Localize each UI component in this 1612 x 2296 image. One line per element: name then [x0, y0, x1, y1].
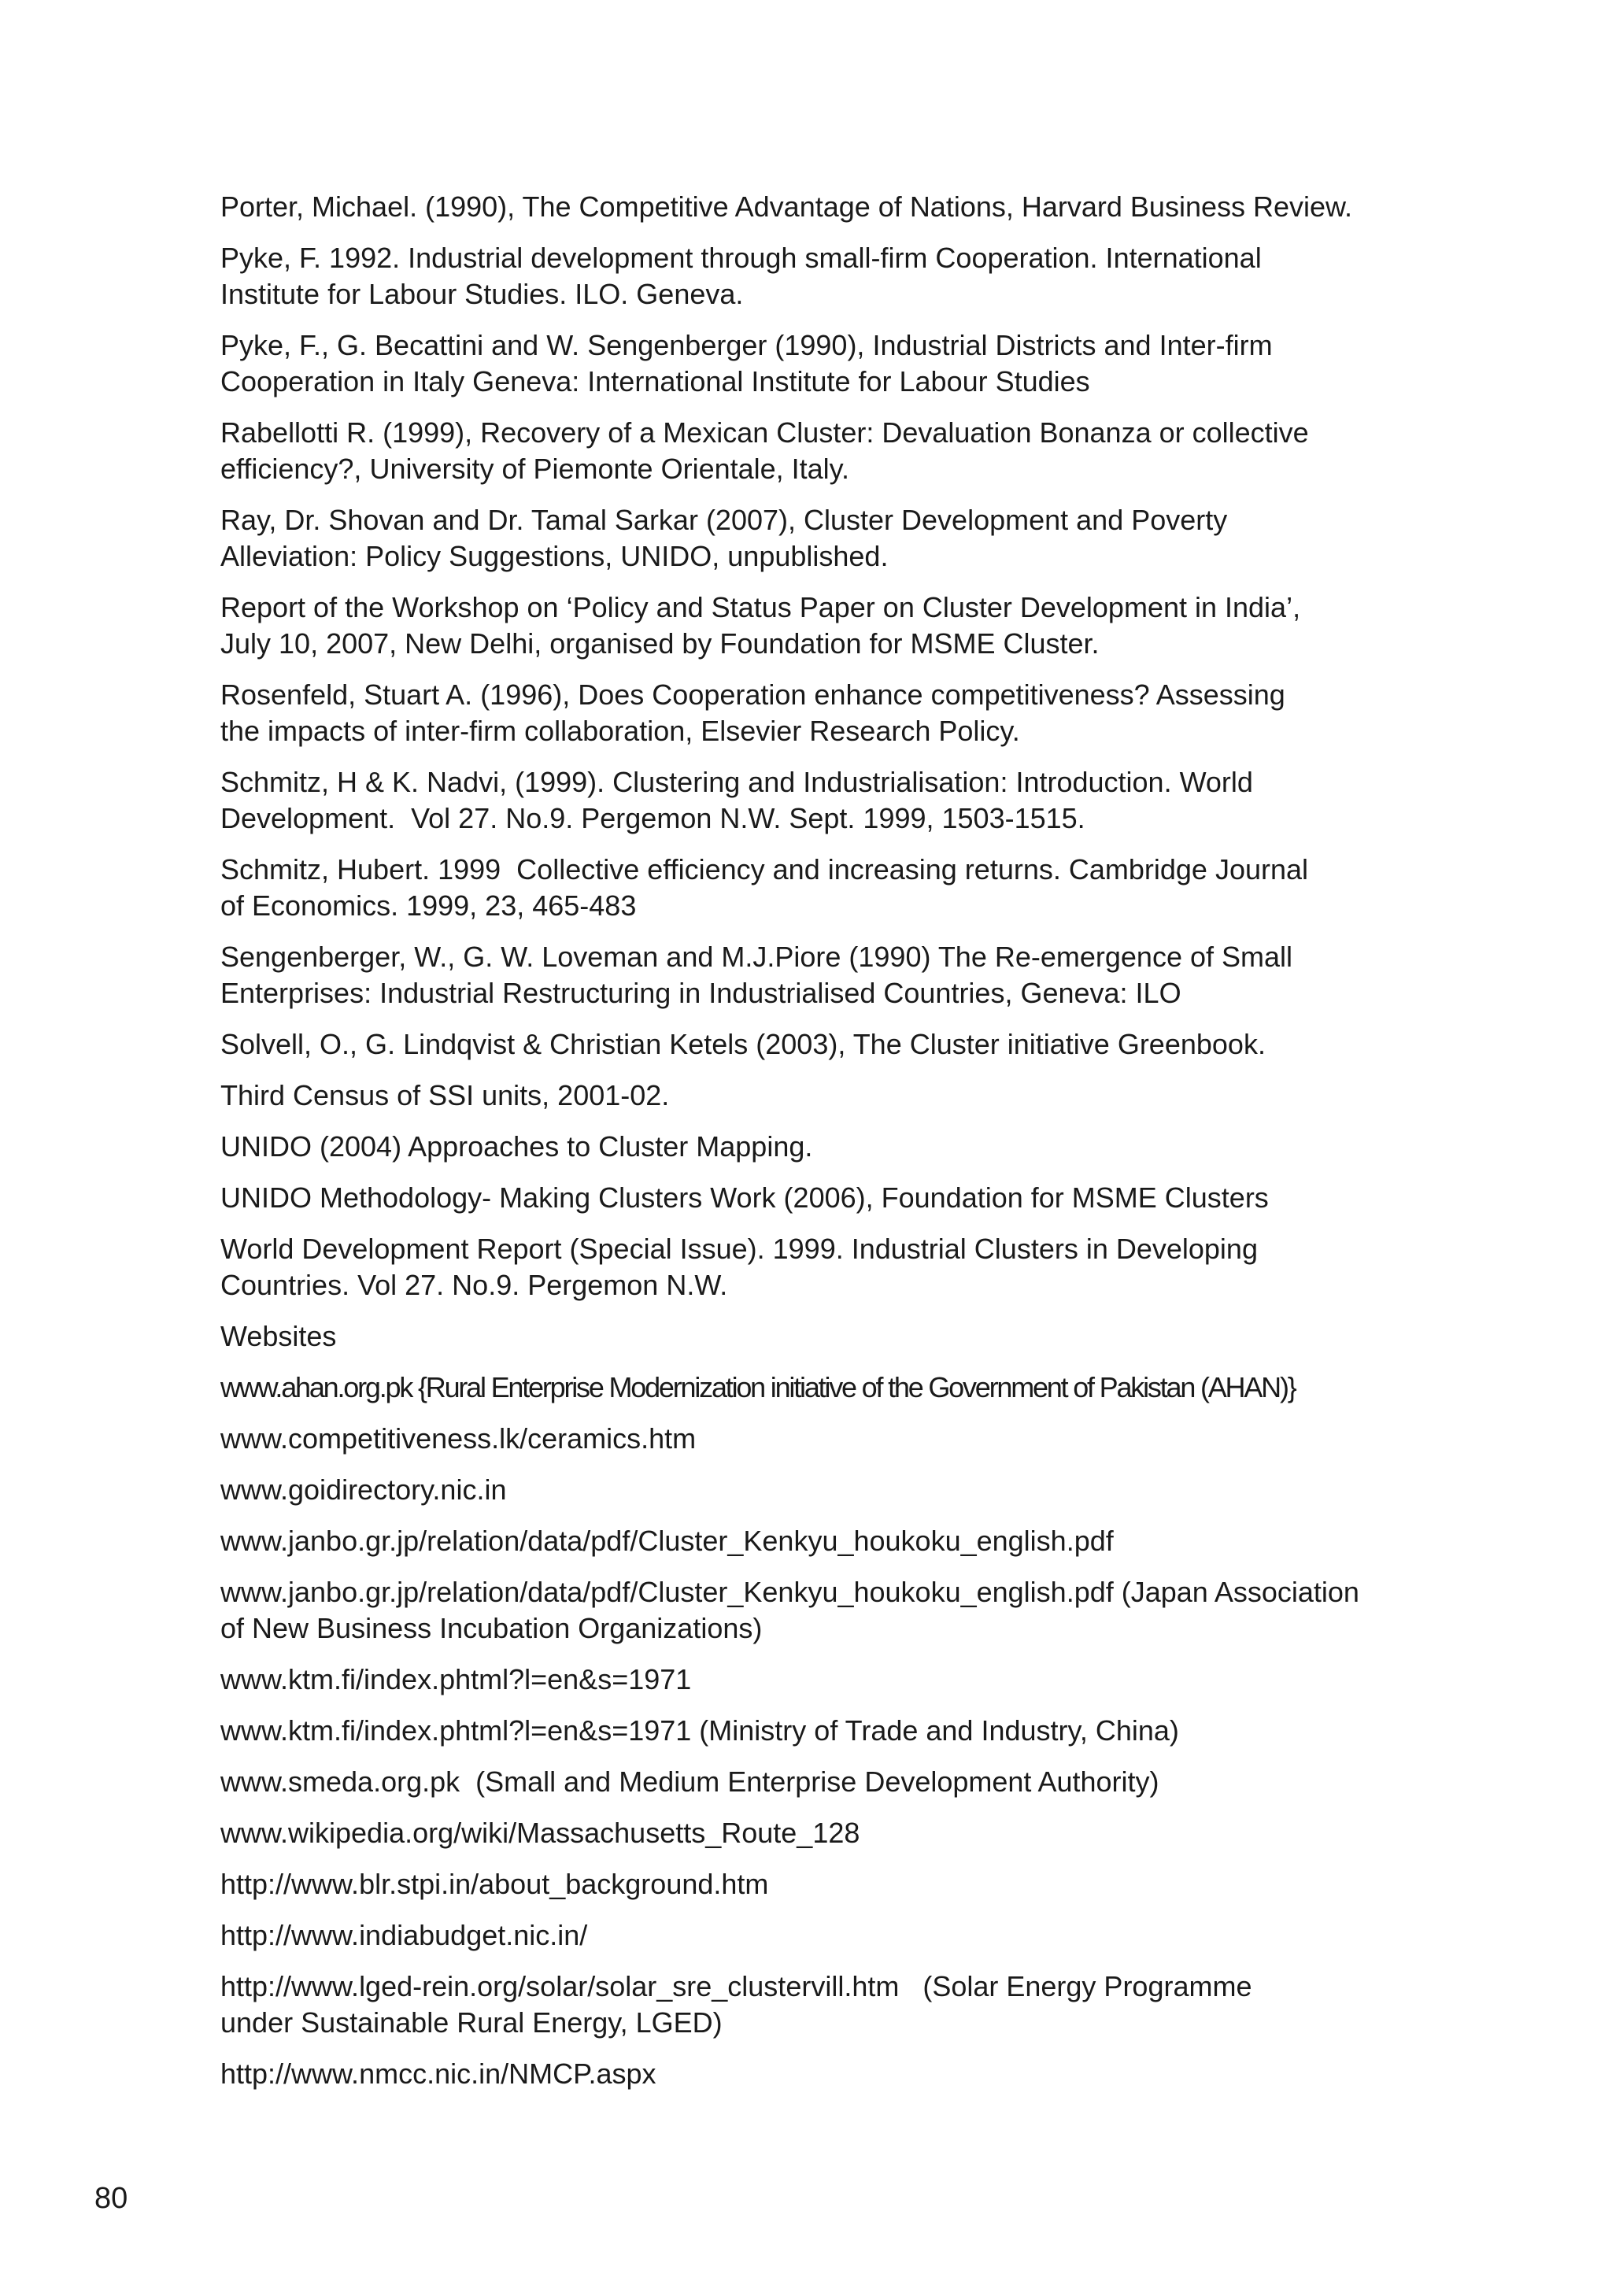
website-entry: http://www.indiabudget.nic.in/: [220, 1919, 588, 1951]
websites-heading: Websites: [220, 1320, 337, 1352]
website-entry: www.wikipedia.org/wiki/Massachusetts_Route_128: [220, 1817, 860, 1849]
website-entry: www.smeda.org.pk (Small and Medium Enterprise Development Authority): [220, 1765, 1159, 1798]
reference-entry: Pyke, F., G. Becattini and W. Sengenberger (1990), Industrial Districts and Inter-firm Cooperation in Italy Geneva: International Institute for Labour Studies: [220, 329, 1273, 397]
website-entry: http://www.blr.stpi.in/about_background.htm: [220, 1868, 769, 1900]
reference-entry: Schmitz, Hubert. 1999 Collective efficiency and increasing returns. Cambridge Journal of Economics. 1999, 23, 465-483: [220, 853, 1309, 922]
page-number: 80: [94, 2182, 128, 2215]
reference-entry: Report of the Workshop on ‘Policy and Status Paper on Cluster Development in India’, July 10, 2007, New Delhi, organised by Foundation for MSME Cluster.: [220, 591, 1301, 660]
website-entry: www.goidirectory.nic.in: [220, 1473, 507, 1506]
website-entry: http://www.nmcc.nic.in/NMCP.aspx: [220, 2058, 656, 2090]
reference-entry: Rabellotti R. (1999), Recovery of a Mexican Cluster: Devaluation Bonanza or collective efficiency?, University of Piemonte Orientale, Italy.: [220, 416, 1309, 485]
reference-entry: World Development Report (Special Issue). 1999. Industrial Clusters in Developing Countries. Vol 27. No.9. Pergemon N.W.: [220, 1233, 1258, 1301]
reference-entry: UNIDO (2004) Approaches to Cluster Mapping.: [220, 1130, 813, 1163]
website-entry: www.janbo.gr.jp/relation/data/pdf/Cluster_Kenkyu_houkoku_english.pdf (Japan Association of New Business Incubation Organizations): [220, 1576, 1359, 1644]
website-entry: www.janbo.gr.jp/relation/data/pdf/Cluster_Kenkyu_houkoku_english.pdf: [220, 1525, 1114, 1557]
website-entry: www.ahan.org.pk {Rural Enterprise Modernization initiative of the Government of Pakistan (AHAN)}: [220, 1371, 1296, 1403]
website-entry: www.ktm.fi/index.phtml?l=en&s=1971 (Ministry of Trade and Industry, China): [220, 1714, 1179, 1747]
reference-entry: Schmitz, H & K. Nadvi, (1999). Clustering and Industrialisation: Introduction. World Development. Vol 27. No.9. Pergemon N.W. Sept. 1999, 1503-1515.: [220, 766, 1253, 834]
reference-entry: Ray, Dr. Shovan and Dr. Tamal Sarkar (2007), Cluster Development and Poverty Alleviation: Policy Suggestions, UNIDO, unpublished.: [220, 504, 1228, 572]
reference-entry: Rosenfeld, Stuart A. (1996), Does Cooperation enhance competitiveness? Assessing the impacts of inter-firm collaboration, Elsevier Research Policy.: [220, 678, 1285, 747]
reference-entry: Solvell, O., G. Lindqvist & Christian Ketels (2003), The Cluster initiative Greenbook.: [220, 1028, 1266, 1060]
website-entry: www.ktm.fi/index.phtml?l=en&s=1971: [220, 1663, 692, 1695]
reference-entry: Porter, Michael. (1990), The Competitive Advantage of Nations, Harvard Business Review.: [220, 190, 1353, 223]
website-entry: www.competitiveness.lk/ceramics.htm: [220, 1422, 697, 1455]
reference-entry: Third Census of SSI units, 2001-02.: [220, 1079, 670, 1111]
reference-entry: Sengenberger, W., G. W. Loveman and M.J.Piore (1990) The Re-emergence of Small Enterprises: Industrial Restructuring in Industrialised Countries, Geneva: ILO: [220, 941, 1293, 1009]
website-entry: http://www.lged-rein.org/solar/solar_sre_clustervill.htm (Solar Energy Programme under Sustainable Rural Energy, LGED): [220, 1970, 1252, 2039]
reference-entry: UNIDO Methodology- Making Clusters Work (2006), Foundation for MSME Clusters: [220, 1181, 1269, 1214]
reference-entry: Pyke, F. 1992. Industrial development through small-firm Cooperation. International Institute for Labour Studies. ILO. Geneva.: [220, 242, 1262, 310]
reference-list: [220, 189, 1393, 2107]
